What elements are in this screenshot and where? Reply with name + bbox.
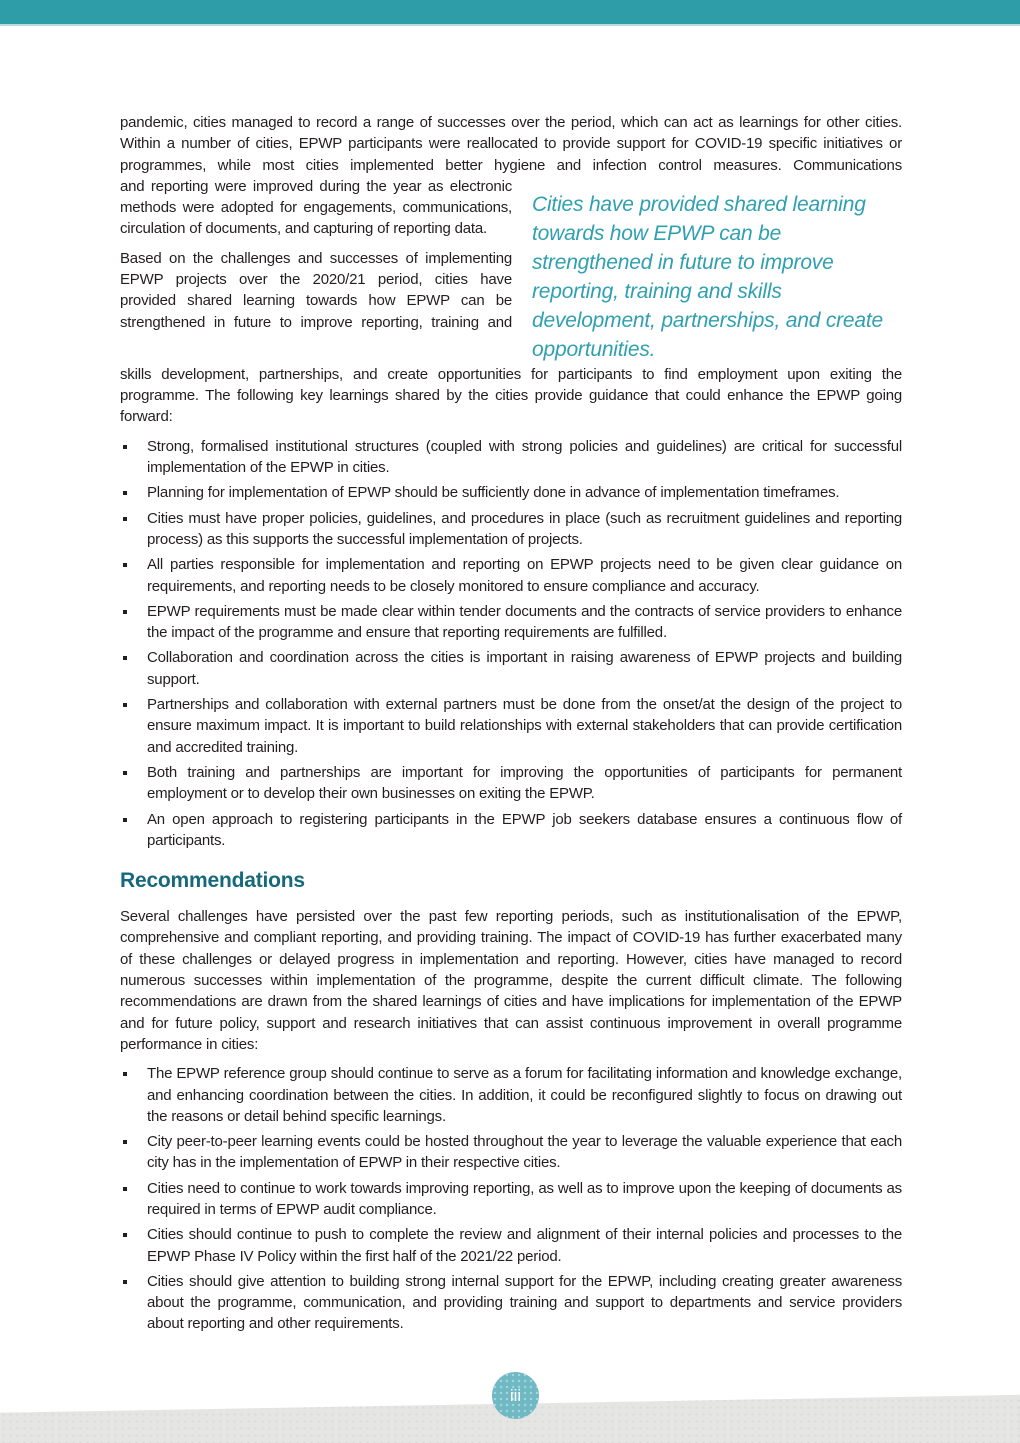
pull-quote: Cities have provided shared learning towards how EPWP can be strengthened in future to improve reporting, training and skills development, partnerships, and create opportunities.	[532, 192, 883, 361]
list-item: Cities must have proper policies, guidelines, and procedures in place (such as recruitment guidelines and reporting process) as this supports the successful implementation of projects.	[120, 508, 902, 551]
recommendations-heading: Recommendations	[120, 869, 305, 893]
list-item: Cities should give attention to building strong internal support for the EPWP, including creating greater awareness about the programme, communication, and providing training and support to departments and service providers about reporting and other requirements.	[120, 1271, 902, 1335]
list-item: All parties responsible for implementation and reporting on EPWP projects need to be given clear guidance on requirements, and reporting needs to be closely monitored to ensure compliance and accuracy.	[120, 554, 902, 597]
list-item: EPWP requirements must be made clear within tender documents and the contracts of service providers to enhance the impact of the programme and ensure that reporting requirements are fulfilled.	[120, 601, 902, 644]
list-item: Cities need to continue to work towards improving reporting, as well as to improve upon the keeping of documents as required in terms of EPWP audit compliance.	[120, 1178, 902, 1221]
based-on-challenges-paragraph: Based on the challenges and successes of implementing EPWP projects over the 2020/21 period, cities have provided shared learning towards how EPWP can be strengthened in future to improve reporting, training and	[120, 249, 512, 331]
two-column-section	[120, 176, 902, 364]
list-item: Both training and partnerships are important for improving the opportunities of participants for permanent employment or to develop their own businesses on exiting the EPWP.	[120, 762, 902, 805]
continuation-paragraph: skills development, partnerships, and create opportunities for participants to find employment upon exiting the programme. The following key learnings shared by the cities provide guidance that could enhance the EPWP going forward:	[120, 365, 902, 426]
intro-paragraph-full-width: pandemic, cities managed to record a range of successes over the period, which can act as learnings for other cities. Within a number of cities, EPWP participants were reallocated to provide support for COVID-19 specific initiatives or programmes, while most cities implemented better hygiene and infection control measures. Communications	[120, 114, 902, 174]
list-item: Planning for implementation of EPWP should be sufficiently done in advance of implementation timeframes.	[120, 482, 902, 503]
list-item: Partnerships and collaboration with external partners must be done from the onset/at the design of the project to ensure maximum impact. It is important to build relationships with external stakeholders that can provide certification and accredited training.	[120, 694, 902, 758]
page-content	[120, 112, 902, 1335]
list-item: City peer-to-peer learning events could be hosted throughout the year to leverage the valuable experience that each city has in the implementation of EPWP in their respective cities.	[120, 1131, 902, 1174]
recommendations-intro-paragraph: Several challenges have persisted over the past few reporting periods, such as institutionalisation of the EPWP, comprehensive and compliant reporting, and providing training. The impact of COVID-19 has further exacerbated many of these challenges or delayed progress in implementation and reporting. However, cities have managed to record numerous successes within implementation of the programme, despite the current difficult climate. The following recommendations are drawn from the shared learnings of cities and have implications for implementation of the EPWP and for future policy, support and research initiatives that can assist continuous improvement in overall programme performance in cities:	[120, 908, 902, 1053]
list-item: Strong, formalised institutional structures (coupled with strong policies and guidelines) are critical for successful implementation of the EPWP in cities.	[120, 436, 902, 479]
top-accent-bar	[0, 0, 1020, 26]
list-item: Collaboration and coordination across the cities is important in raising awareness of EPWP projects and building support.	[120, 647, 902, 690]
intro-paragraph-wrapped: and reporting were improved during the year as electronic methods were adopted for engagements, communications, circulation of documents, and capturing of reporting data.	[120, 177, 512, 238]
list-item: The EPWP reference group should continue to serve as a forum for facilitating information and knowledge exchange, and enhancing coordination between the cities. In addition, it could be reconfigured slightly to focus on drawing out the reasons or detail behind specific learnings.	[120, 1063, 902, 1127]
list-item: An open approach to registering participants in the EPWP job seekers database ensures a continuous flow of participants.	[120, 809, 902, 852]
left-column	[120, 176, 512, 333]
key-learnings-list	[120, 436, 902, 851]
list-item: Cities should continue to push to complete the review and alignment of their internal policies and processes to the EPWP Phase IV Policy within the first half of the 2021/22 period.	[120, 1224, 902, 1267]
page-number: iii	[509, 1386, 522, 1405]
page-number-badge	[492, 1372, 539, 1419]
recommendations-list	[120, 1063, 902, 1335]
